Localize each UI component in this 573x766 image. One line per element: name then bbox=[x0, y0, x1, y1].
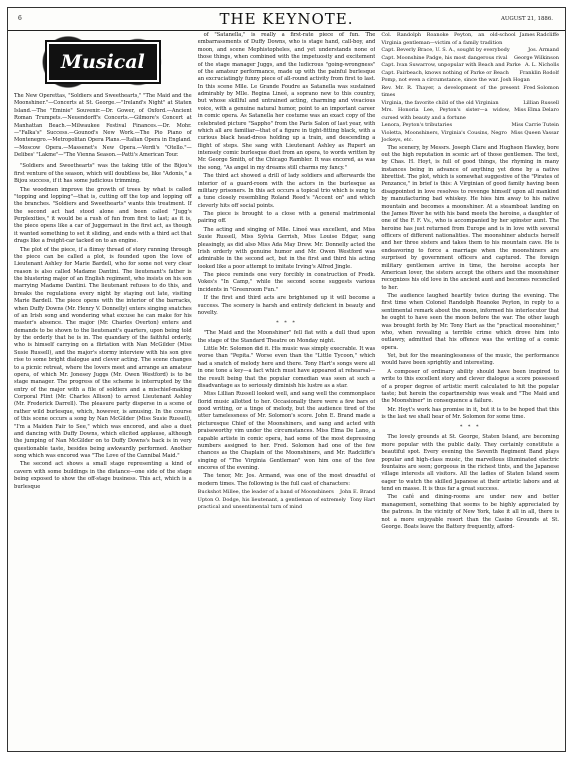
column-1 bbox=[14, 32, 192, 747]
newspaper-page bbox=[7, 7, 566, 752]
page-number: 6 bbox=[18, 15, 22, 22]
cast-role: Mrs. Honoria Lee, Peyton's sister—a widow, cursed with beauty and a fortune bbox=[381, 107, 511, 121]
cast-actor: A. L. Nicholls bbox=[524, 62, 560, 68]
cast-actor: Fred Solomon bbox=[523, 84, 560, 91]
cast-row bbox=[381, 70, 559, 78]
column-2 bbox=[198, 32, 376, 747]
cast-actor: Miss Carrie Tutein bbox=[511, 122, 560, 128]
paragraph: The café and dining-rooms are under new and better management, something that seems to be highly appreciated by the patrons. In the vicinity of New York, take it all in all, there is not a more enjoyable resort than the Casino Grounds at St. George. Boats leave the Battery frequently, afford- bbox=[381, 494, 560, 530]
cast-role: Capt. Beverly Brace, U. S. A., sought by everybody bbox=[381, 47, 510, 53]
cast-row bbox=[381, 122, 559, 130]
paragraph: The third act showed a drill of lady soldiers and afterwards the interior of a guard-room with the actors in the burlesque as military prisoners. In this act occurs a topical trio which is sung to a tune closely resembling Roland Reed's "Accent on" and which cleverly hits off social points. bbox=[197, 173, 376, 209]
logo-text: Musical bbox=[49, 44, 157, 81]
paragraph: "Soldiers and Sweethearts" was the taking title of the Bijou's first venture of the season, which will doubtless be, like "Adonis," a Bijou success, if it has some judicious trimming. bbox=[14, 163, 192, 185]
paragraph: The acting and singing of Mlle. Lineé was excellent, and Miss Susie Russell, Miss Sylvia Gerrish, Miss Louise Edgar, sang pleasingly, as did also Miss Ada May Drew. Mr. Donnelly acted the Irish orderly with genuine humor and Mr. Owen Westford was admirable in the second act, but in the first and third his acting looked like a poor attempt to imitate Irving's Alfred Jingle. bbox=[197, 226, 376, 270]
musical-section-logo bbox=[16, 35, 190, 89]
column-1-body bbox=[14, 163, 192, 491]
cast-actor: Tony Hart bbox=[350, 496, 376, 503]
cast-role: Capt. Fairbeach, knows nothing of Parke or Beach bbox=[381, 69, 509, 76]
column-2-body-b bbox=[198, 330, 376, 488]
cast-role: Col. Randolph Roanoke Peyton, an old-school Virginia gentleman—victim of a family tradition bbox=[381, 32, 516, 46]
paragraph: Yet, but for the meaninglessness of the music, the performance would have been sprightly and interesting. bbox=[381, 353, 560, 367]
cast-row bbox=[381, 55, 559, 63]
cast-role: Rev. Mr. R. Thayer, a development of the present times bbox=[381, 84, 520, 98]
cast-actor: Lillian Russell bbox=[523, 99, 560, 106]
cast-role: Virginia, the favorite child of the old Virginian bbox=[381, 99, 499, 106]
cast-role: Upton O. Dodge, his lieutenant, a gentleman of extremely practical and unsentimental turn of mind bbox=[197, 496, 346, 511]
cast-actor: James Radcliffe bbox=[519, 32, 560, 38]
paragraph: The audience laughed heartily twice during the evening. The first time when Colonel Randolph Roanoke Peyton, in reply to a sentimental remark about the moon, informed his interlocutor that he ought to have seen the moon before the war. The other laugh was brought forth by Mr. Tony Hart as the "practical moonshiner," who, when revealing a terrible crime which drove him into outlawry, admitted that his offence was the writing of a comic opera. bbox=[381, 293, 560, 351]
paragraph: Little Mr. Solomon did it. His music was simply execrable. It was worse than "Pepita." Worse even than the "Little Tycoon," which had a snatch of melody here and there. Tony Hart's songs were all in one tone a key—a fact which must have appeared at rehearsal—the result being that the popular comedian was seen at such a disadvantage as to seriously diminish his lustre as a star. bbox=[197, 346, 376, 389]
paragraph: The plot of the piece, if a flimsy thread of story running through the piece can be called a plot, is founded upon the love of Lieutenant Ashley for Marie Bardell, who for some not very clear reason is also called Madame Dantini. The lieutenant's father is the blustering major of an English regiment, who insists on his son marrying Madame Dantini. The lieutenant refuses to do this, and breaks the regulations every night by staying out late, visiting Marie Bardell. The piece opens with the interior of the barracks, when Duffy Downs (Mr. Henry V. Donnelly) enters singing snatches of an Irish song and wondering what excuse he can make for his master's absence. The major (Mr. Charles Overton) enters and demands to be shown to the lieutenant's quarters, upon being told by the orderly that he is in. The quandary of the faithful orderly, who is himself carrying on a flirtation with Nan McGilder (Miss Susie Russell), and the major's stormy interview with his son give rise to some bright dialogue and clever acting. The scene changes to a picnic retreat, where the lovers meet and arrange an amateur opera, of which Mr. Jonesey Juggs (Mr. Owen Westford) is to be stage manager. The progress of the scheme is interrupted by the entry of the major with a file of soldiers and a mischief-making Corporal Flint (Mr. Charles Allison) to arrest Lieutenant Ashley (Mr. Frederick Darrell). The pleasure party disperse in a scene of rather wild burlesque, which, however, is amusing. In the course of this scene occurs a song by Nan McGilder (Miss Susie Russell), "I'm a Maiden Fair to See," which was encored, and also a duet and dancing with Duffy Downs, which elicited applause, although the jumping of Nan McGilder on to Duffy Downs's back is in very questionable taste, besides being awkwardly performed. Another song which was encored was "The Love of the Cannibal Maid." bbox=[14, 246, 192, 459]
paragraph: The piece is brought to a close with a general matrimonial pairing off. bbox=[197, 211, 376, 225]
paragraph: If the first and third acts are brightened up it will become a success. The scenery is harsh and entirely deficient in beauty and novelty. bbox=[197, 295, 376, 316]
cast-actor: Miss Queen Vassar bbox=[510, 129, 560, 136]
masthead bbox=[8, 8, 565, 31]
cast-list-part-2 bbox=[381, 32, 559, 145]
section-summary: The New Operettas, "Soldiers and Sweethearts," "The Maid and the Moonshiner."—Concerts at St. George.—"Ireland's Night" at Staten Island.—The "Eminie" Souvenir.—Dr. Gower, of Oxford.—Ancient Roman Trumpets.—Neuendorff's Concerts.—Gilmore's Concert at Manhattan Beach.—Milwaukee Festival Finances.—Dr. Mohr.—"Falka's" Success.—Gounod's New Work.—The Pio Piano of Montenegro.—Metropolitan Opera Plans.—Italian Opera in England.—Moscow Opera.—Massenet's New Opera.—Verdi's "Otello."—Delibes' "Lakme"—"The Vienna Season.—Patti's American Tour. bbox=[14, 93, 192, 158]
cast-role: Buckshot Millee, the leader of a band of Moonshiners bbox=[197, 489, 334, 496]
publication-title: THE KEYNOTE. bbox=[219, 10, 354, 28]
cast-actor: Franklin Rodolf bbox=[519, 69, 560, 76]
cast-role: Pomp, not even a circumstance, since the war. Josh Hogan bbox=[381, 77, 530, 83]
column-3 bbox=[381, 32, 559, 747]
cast-role: Capt. Moonshine Padge, his most dangerous rival bbox=[381, 54, 508, 61]
paragraph: of "Satanella," is really a first-rate piece of fun. The embarrassments of Duffy Downs, who is stage hand, call-boy, and moon, and scene Mephistopheles, and yet understands none of those things, when combined with the impetuosity and excitement of the stage manager Juggs, and the ludicrous "going-wrongness" of the amateur performance, made up with the painful burlesque an excruciatingly funny piece of all-round activity from first to last. In this scene Mlle. Le Grande Foudre as Satanella was sustained admirably by Mlle. Regina Lineé, a soprano new to this country, but whose skillful and untrained acting, charming and vivacious voice, with a genuine natural humor, point to an important career in comic opera. As Satanella her costume was an exact copy of the celebrated picture "Sappho" from the Paris Salon of last year, with which all are familiar—that of a figure in tight-fitting black, with a curious black head-dress holding up a train, and descending a flight of steps. She sang with Lieutenant Ashley as Rupert an intensely comic burlesque duet from an opera, to words written by Mr. George Smith, of the Chicago Rambler. It was encored, as was the song, "As angel in my dreams still charms my fancy." bbox=[197, 32, 376, 171]
cast-role: Capt. Ivan Suwarrow, unpopular with Beach and Parke bbox=[381, 62, 521, 68]
section-separator: * * * bbox=[276, 320, 297, 327]
cast-row bbox=[381, 32, 559, 47]
paragraph: A composer of ordinary ability should have been inspired to write to this excellent story and clever dialogue a score possessed of a proper degree of artistic merit calculated to hit the popular taste; but herein the copartnership was weak and "The Maid and the Moonshiner" in consequence a failure. bbox=[381, 368, 560, 405]
cast-row bbox=[381, 62, 559, 70]
cast-row bbox=[381, 100, 559, 108]
cast-row bbox=[381, 107, 559, 122]
cast-role: Violetta, Moonshiners, Virginia's Cousins, Negro Jockeys, etc. bbox=[381, 129, 507, 143]
paragraph: The piece reminds one very forcibly in construction of Fredk. Vokes's "In Camp," while the second scene suggests various incidents in "Greenroom Fun." bbox=[197, 272, 376, 293]
paragraph: The scenery, by Messrs. Joseph Clare and Hughson Hawley, bore out the high reputation in scenic art of those gentlemen. The text, by Chas. H. Hoyt, is full of good things, the rhyming in many instances being in advance of anything yet done by a native librettist. The plot, which is somewhat suggestive of the "Pirates of Penzance," in brief is this: A Virginian of good family having been disappointed in love resolves to revenge himself upon all mankind by manufacturing bad whiskey. He hies him away to his native mountain and becomes a moonshiner. At a steamboat landing on the James River he with his band meets the heroine, a daughter of one of the F. F. Vs., who is accompanied by her spinster aunt. The heroine has just returned from Europe and is in love with several officers of different nationalities. The moonshiner abducts herself and her three sisters and takes them to his mountain cave. He is endeavoring to force a marriage when the moonshiners are surprised by government officers and captured. The foreign military gentlemen arrive in time, the heroine accepts her American lover, the sisters accept the others and the moonshiner recognizes his old love in the ancient aunt and becomes reconciled to her. bbox=[381, 144, 560, 291]
cast-list-part-1 bbox=[198, 489, 376, 512]
paragraph: The second act shows a small stage representing a kind of cavern with some buildings in the distance—one side of the stage being exposed to show the off-stage business. This act, which is a burlesque bbox=[14, 461, 192, 490]
issue-date: AUGUST 21, 1886. bbox=[500, 16, 553, 22]
cast-actor: George Wilkinson bbox=[514, 54, 560, 61]
article-columns bbox=[14, 32, 559, 747]
cast-row bbox=[381, 130, 559, 145]
cast-role: Lenora, Peyton's tributaries bbox=[381, 122, 453, 128]
cast-row bbox=[381, 77, 559, 85]
cast-actor: Miss Elma Delaro bbox=[514, 107, 560, 113]
paragraph: The woodmen improve the growth of trees by what is called "topping and lopping"—that is, cutting off the top and lopping off the branches. "Soldiers and Sweethearts" wants this treatment. If the second act had stood alone and been called "Jugg's Perplexities," it would be a rush of fun from first to last; as it is, the piece opens like a car of Juggernaut in the first act, as though it wanted something to set it sliding, and ends with a third act that drags like a freight-car tacked on to an engine. bbox=[14, 186, 192, 245]
section-separator: * * * bbox=[459, 424, 481, 431]
cast-actor: John E. Brand bbox=[340, 489, 376, 496]
cast-row bbox=[198, 497, 376, 512]
paragraph: The tenor, Mr. Jos. Armand, was one of the most dreadful of modern times. The following is the full cast of characters: bbox=[197, 473, 376, 487]
cast-row bbox=[198, 489, 376, 497]
cast-row bbox=[381, 47, 559, 55]
column-3-body bbox=[381, 145, 559, 532]
paragraph: Miss Lillian Russell looked well, and sang well the commonplace florid music allotted to her. Occasionally there were a few bars of good writing, or a tinge of melody, but the audience tired of the utter tamelessness of Mr. Solomon's score. John E. Brand made a picturesque Chief of the Moonshiners, and sang and acted with praiseworthy vim under the circumstances. Miss Elma De Lano, a capable artiste in comic opera, had some of the most depressing numbers assigned to her. Fred. Solomon had one of the few chances as the Chaplain of the Moonshiners, and Mr. Radcliffe's singing of "The Virginia Gentleman" won him one of the few encores of the evening. bbox=[197, 391, 376, 472]
paragraph: The lovely grounds at St. George, Staten Island, are becoming more popular with the public daily. They certainly constitute a beautiful spot. Every evening the Seventh Regiment Band plays popular and high-class music, the marvellous illuminated electric fountains are seen; gorgeous in the richest tints, and the Japanese village interests all visitors. All the ladies of Staten Island seem eager to watch the skilled Japanese at their artistic labors and at tend en masse. It is thus far a great success. bbox=[381, 434, 560, 493]
column-2-body-a bbox=[198, 32, 376, 327]
paragraph: Mr. Hoyt's work has promise in it, but it is to be hoped that this is the last we shall hear of Mr. Solomon for some time. bbox=[381, 406, 560, 420]
cast-actor: Jos. Armand bbox=[528, 47, 560, 53]
cast-row bbox=[381, 85, 559, 100]
paragraph: "The Maid and the Moonshiner" fell flat with a dull thud upon the stage of the Standard Theatre on Monday night. bbox=[197, 330, 376, 344]
